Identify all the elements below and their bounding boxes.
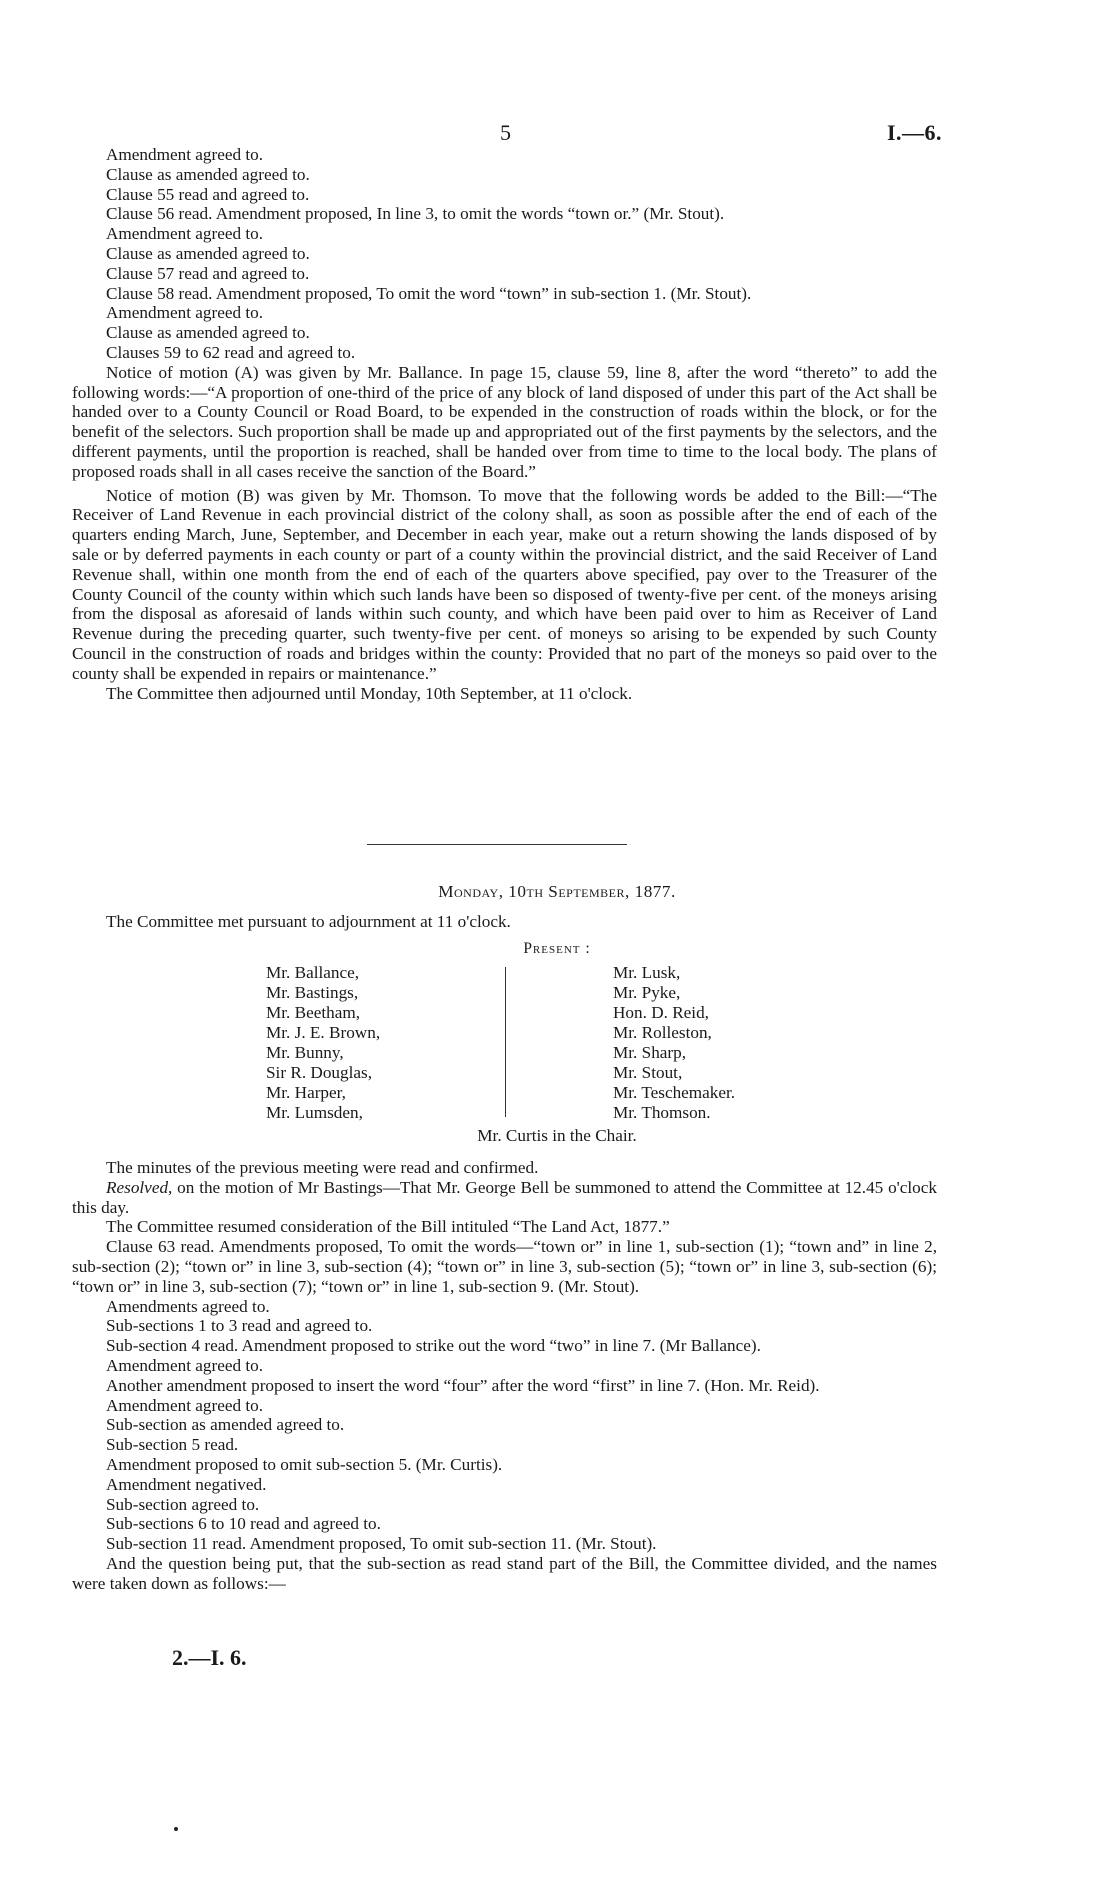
member-name: Mr. Lumsden, — [266, 1103, 363, 1122]
proceedings-line: Clause 55 read and agreed to. — [106, 184, 310, 204]
member-name: Mr. Thomson. — [613, 1103, 711, 1122]
member-name: Mr. J. E. Brown, — [266, 1023, 381, 1042]
member-name: Mr. Harper, — [266, 1083, 346, 1102]
proceedings-line: Amendments agreed to. — [106, 1296, 270, 1316]
member-name: Mr. Ballance, — [266, 963, 360, 982]
proceedings-line: Sub-section as amended agreed to. — [106, 1415, 345, 1435]
meeting-opening-line: The Committee met pursuant to adjournment at 11 o'clock. — [106, 912, 511, 931]
minutes-line: The minutes of the previous meeting were read and confirmed. — [106, 1158, 539, 1177]
notice-of-motion-b: Notice of motion (B) was given by Mr. Thomson. To move that the following words be added to the Bill:—“The Receiver of Land Revenue in each provincial district of the colony shall, as soon as possible after the end of each of the quarters ending March, June, September, and December in each year, make out a return showing the lands disposed of by sale or by deferred payments in each county or part of a county within the provincial district, and the said Receiver of Land Revenue shall, within one month from the end of each of the quarters above specified, pay over to the Treasurer of the County Council of the county within which such lands have been so disposed of twenty-five per cent. of the moneys arising from the disposal as aforesaid of lands within such county, and which have been paid over to him as Receiver of Land Revenue during the preceding quarter, such twenty-five per cent. of moneys so arising to be expended by such County Council in the construction of roads and bridges within the county: Provided that no part of the moneys so paid over to the county shall be expended in repairs or maintenance.” — [72, 485, 937, 683]
member-name: Sir R. Douglas, — [266, 1063, 372, 1082]
member-name: Mr. Bunny, — [266, 1043, 344, 1062]
members-list-right — [613, 963, 735, 1123]
proceedings-line: Clause 58 read. Amendment proposed, To omit the word “town” in sub-section 1. (Mr. Stout). — [106, 283, 752, 303]
another-amendment: Another amendment proposed to insert the word “four” after the word “first” in line 7. (Hon. Mr. Reid). — [106, 1375, 820, 1395]
proceedings-line: Amendment agreed to. — [106, 224, 264, 244]
present-label: Present : — [523, 940, 591, 957]
member-name: Mr. Rolleston, — [613, 1023, 712, 1042]
proceedings-line: Sub-section 5 read. — [106, 1435, 239, 1455]
member-name: Mr. Bastings, — [266, 983, 359, 1002]
proceedings-line: Sub-sections 6 to 10 read and agreed to. — [106, 1514, 381, 1534]
meeting-date-heading: Monday, 10th September, 1877. — [438, 882, 676, 901]
division-question: And the question being put, that the sub-section as read stand part of the Bill, the Committee divided, and the names were taken down as follows:— — [72, 1553, 937, 1593]
proceedings-section-1 — [72, 145, 937, 703]
member-name: Mr. Sharp, — [613, 1043, 687, 1062]
resumed-line: The Committee resumed consideration of the Bill intituled “The Land Act, 1877.” — [106, 1217, 670, 1237]
proceedings-section-2 — [72, 1158, 937, 1594]
proceedings-line: Clause as amended agreed to. — [106, 323, 310, 343]
proceedings-line: Sub-section 11 read. Amendment proposed, To omit sub-section 11. (Mr. Stout). — [106, 1534, 657, 1554]
member-name: Mr. Beetham, — [266, 1003, 361, 1022]
sheet-signature: 2.—I. 6. — [172, 1645, 247, 1670]
proceedings-line: Clause 56 read. Amendment proposed, In line 3, to omit the words “town or.” (Mr. Stout). — [106, 204, 725, 224]
proceedings-line: Amendment negatived. — [106, 1474, 267, 1494]
proceedings-line: Clause as amended agreed to. — [106, 243, 310, 263]
notice-of-motion-a: Notice of motion (A) was given by Mr. Ballance. In page 15, clause 59, line 8, after the word “thereto” to add the following words:—“A proportion of one-third of the price of any block of land disposed of under this part of the Act shall be handed over to a County Council or Road Board, to be expended in the construction of roads within the block, or for the benefit of the selectors. Such proportion shall be made up and appropriated out of the first payments by the selectors, and the different payments, until the proportion is reached, shall be handed over from time to time to the local body. The plans of proposed roads shall in all cases receive the sanction of the Board.” — [72, 362, 937, 481]
resolution-text: on the motion of Mr Bastings—That Mr. George Bell be summoned to attend the Committee at 12.45 o'clock this day. — [72, 1177, 937, 1217]
resolved-word: Resolved, — [106, 1177, 173, 1197]
adjournment-line: The Committee then adjourned until Monday, 10th September, at 11 o'clock. — [106, 683, 633, 703]
member-name: Hon. D. Reid, — [613, 1003, 709, 1022]
proceedings-line: Clause as amended agreed to. — [106, 164, 310, 184]
proceedings-line: Amendment proposed to omit sub-section 5. (Mr. Curtis). — [106, 1454, 503, 1474]
proceedings-line: Sub-section 4 read. Amendment proposed to strike out the word “two” in line 7. (Mr Ballance). — [106, 1336, 761, 1356]
print-mark — [174, 1827, 178, 1831]
proceedings-line: Clauses 59 to 62 read and agreed to. — [106, 342, 356, 362]
member-name: Mr. Teschemaker. — [613, 1083, 736, 1102]
proceedings-line: Amendment agreed to. — [106, 1395, 264, 1415]
chair-line: Mr. Curtis in the Chair. — [477, 1126, 637, 1145]
proceedings-line: Amendment agreed to. — [106, 145, 264, 164]
document-reference: I.—6. — [886, 120, 942, 145]
proceedings-line: Clause 57 read and agreed to. — [106, 263, 310, 283]
member-name: Mr. Lusk, — [613, 963, 681, 982]
section-divider — [367, 844, 627, 845]
members-list-left — [266, 963, 380, 1123]
resolution — [72, 1178, 937, 1218]
clause-63-amendments: Clause 63 read. Amendments proposed, To omit the words—“town or” in line 1, sub-section (1); “town and” in line 2, sub-section (2); “town or” in line 3, sub-section (4); “town or” in line 3, sub-section (5); “town or” in line 3, sub-section (6); “town or” in line 3, sub-section (7); “town or” in line 1, sub-section 9. (Mr. Stout). — [72, 1237, 937, 1296]
proceedings-line: Sub-section agreed to. — [106, 1494, 260, 1514]
proceedings-line: Sub-sections 1 to 3 read and agreed to. — [106, 1316, 373, 1336]
page-number: 5 — [500, 120, 511, 145]
proceedings-line: Amendment agreed to. — [106, 303, 264, 323]
member-name: Mr. Stout, — [613, 1063, 683, 1082]
member-name: Mr. Pyke, — [613, 983, 681, 1002]
members-column-divider — [505, 967, 506, 1117]
proceedings-line: Amendment agreed to. — [106, 1355, 264, 1375]
